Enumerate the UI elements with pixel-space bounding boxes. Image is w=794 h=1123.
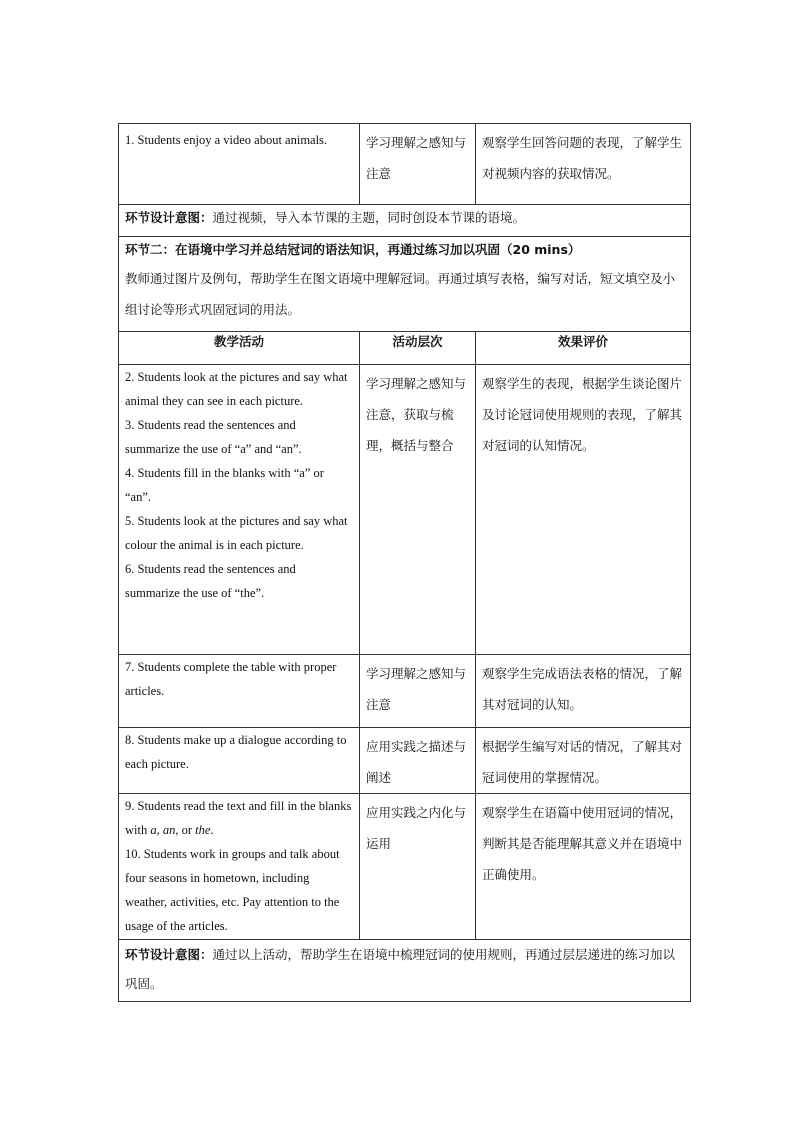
design-intent-cell bbox=[119, 940, 691, 1002]
article-a: a bbox=[150, 823, 157, 837]
table-row-group-b bbox=[119, 655, 691, 728]
level-cell bbox=[360, 794, 476, 940]
level-text: 应用实践之描述与阐述 bbox=[366, 739, 467, 785]
section-two-cell bbox=[119, 237, 691, 332]
article-the: the bbox=[195, 823, 211, 837]
level-cell bbox=[360, 655, 476, 728]
activity-item: 2. Students look at the pictures and say what animal they can see in each picture. bbox=[125, 370, 348, 408]
level-cell bbox=[360, 124, 476, 205]
activity-item: 3. Students read the sentences and summarize the use of “a” and “an”. bbox=[125, 418, 302, 456]
design-intent-label: 环节设计意图： bbox=[125, 947, 213, 962]
evaluation-text: 根据学生编写对话的情况，了解其对冠词使用的掌握情况。 bbox=[482, 739, 683, 785]
header-activity: 教学活动 bbox=[119, 332, 360, 365]
design-intent-row bbox=[119, 205, 691, 237]
level-text: 学习理解之感知与注意，获取与梳理，概括与整合 bbox=[366, 376, 467, 453]
evaluation-cell bbox=[476, 124, 691, 205]
activity-text: 8. Students make up a dialogue according to each picture. bbox=[125, 733, 347, 771]
lesson-plan-table bbox=[118, 123, 691, 1002]
level-cell bbox=[360, 365, 476, 655]
level-cell bbox=[360, 728, 476, 794]
evaluation-text: 观察学生完成语法表格的情况，了解其对冠词的认知。 bbox=[482, 666, 683, 712]
evaluation-text: 观察学生回答问题的表现，了解学生对视频内容的获取情况。 bbox=[482, 135, 683, 181]
activity-item: 4. Students fill in the blanks with “a” or “an”. bbox=[125, 466, 324, 504]
section-two-title: 环节二：在语境中学习并总结冠词的语法知识，再通过练习加以巩固（20 mins） bbox=[125, 242, 581, 257]
level-text: 应用实践之内化与运用 bbox=[366, 805, 467, 851]
table-row-group-a bbox=[119, 365, 691, 655]
activity-item: 9. Students read the text and fill in the blanks with a, an, or the. bbox=[125, 799, 352, 837]
section-two-description: 教师通过图片及例句，帮助学生在图文语境中理解冠词。再通过填写表格，编写对话，短文填空及小组讨论等形式巩固冠词的用法。 bbox=[125, 271, 676, 317]
table-header-row bbox=[119, 332, 691, 365]
table-row-group-c bbox=[119, 728, 691, 794]
activity-cell bbox=[119, 365, 360, 655]
evaluation-cell bbox=[476, 655, 691, 728]
design-intent-label: 环节设计意图： bbox=[125, 210, 213, 225]
evaluation-cell bbox=[476, 794, 691, 940]
section-two-row bbox=[119, 237, 691, 332]
design-intent-text: 通过视频，导入本节课的主题，同时创设本节课的语境。 bbox=[212, 210, 526, 225]
evaluation-cell bbox=[476, 728, 691, 794]
table-row-group-d bbox=[119, 794, 691, 940]
activity-item: 6. Students read the sentences and summarize the use of “the”. bbox=[125, 562, 296, 600]
table-row-intro bbox=[119, 124, 691, 205]
header-level: 活动层次 bbox=[360, 332, 476, 365]
activity-cell bbox=[119, 124, 360, 205]
evaluation-text: 观察学生的表现，根据学生谈论图片及讨论冠词使用规则的表现，了解其对冠词的认知情况。 bbox=[482, 376, 683, 453]
activity-text: 1. Students enjoy a video about animals. bbox=[125, 133, 328, 147]
evaluation-cell bbox=[476, 365, 691, 655]
level-text: 学习理解之感知与注意 bbox=[366, 666, 467, 712]
design-intent-cell bbox=[119, 205, 691, 237]
activity-item: 5. Students look at the pictures and say what colour the animal is in each picture. bbox=[125, 514, 348, 552]
article-an: an bbox=[162, 823, 176, 837]
activity-text: 7. Students complete the table with proper articles. bbox=[125, 660, 337, 698]
design-intent-text: 通过以上活动，帮助学生在语境中梳理冠词的使用规则，再通过层层递进的练习加以巩固。 bbox=[125, 947, 676, 991]
evaluation-text: 观察学生在语篇中使用冠词的情况，判断其是否能理解其意义并在语境中正确使用。 bbox=[482, 805, 683, 882]
design-intent-row bbox=[119, 940, 691, 1002]
activity-cell bbox=[119, 728, 360, 794]
activity-cell bbox=[119, 794, 360, 940]
level-text: 学习理解之感知与注意 bbox=[366, 135, 467, 181]
activity-item: 10. Students work in groups and talk about four seasons in hometown, including weather, activities, etc. Pay attention to the usage of the articles. bbox=[125, 847, 340, 933]
activity-cell bbox=[119, 655, 360, 728]
header-evaluation: 效果评价 bbox=[476, 332, 691, 365]
